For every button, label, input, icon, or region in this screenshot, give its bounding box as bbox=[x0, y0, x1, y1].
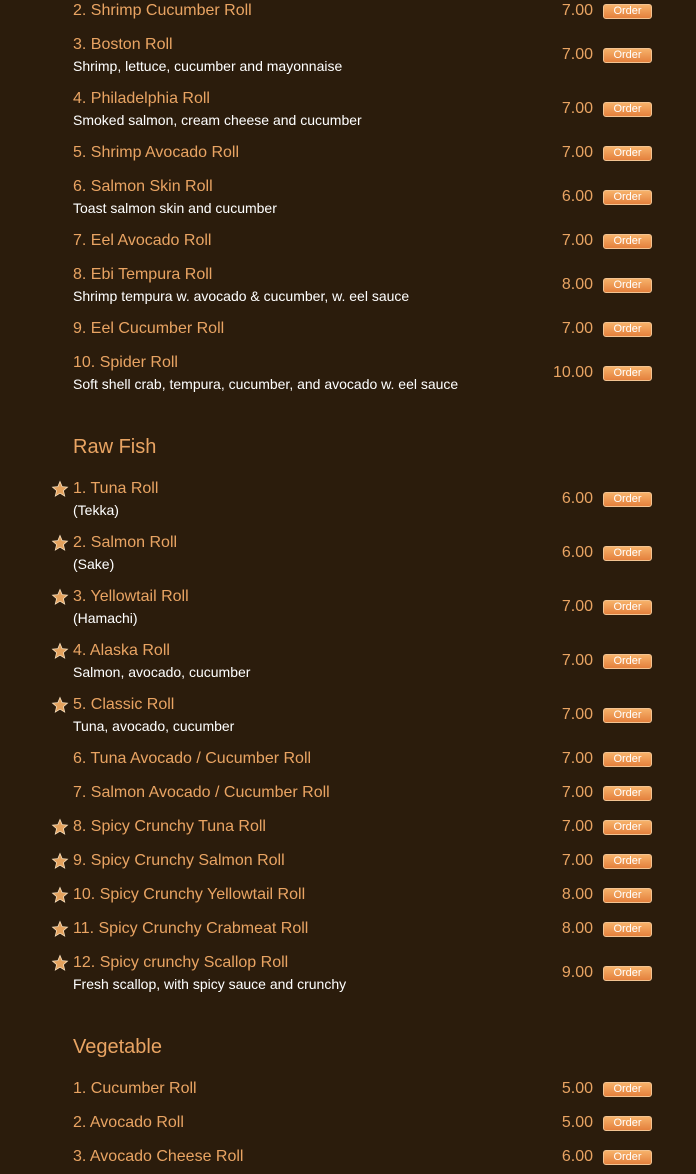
order-button[interactable]: Order bbox=[603, 146, 652, 161]
menu-item bbox=[0, 946, 696, 1000]
item-price: 7.00 bbox=[561, 320, 593, 337]
star-icon bbox=[51, 480, 69, 498]
item-description: Shrimp tempura w. avocado & cucumber, w. eel sauce bbox=[73, 288, 410, 304]
item-price: 7.00 bbox=[561, 750, 593, 767]
menu-item bbox=[0, 1072, 696, 1106]
item-name: 4. Alaska Roll bbox=[73, 642, 170, 659]
item-description: Smoked salmon, cream cheese and cucumber bbox=[73, 112, 362, 128]
order-button[interactable]: Order bbox=[603, 600, 652, 615]
item-price: 6.00 bbox=[561, 544, 593, 561]
menu-item bbox=[0, 258, 696, 312]
item-name: 8. Spicy Crunchy Tuna Roll bbox=[73, 818, 266, 835]
item-description: Salmon, avocado, cucumber bbox=[73, 664, 251, 680]
order-button[interactable]: Order bbox=[603, 492, 652, 507]
order-button[interactable]: Order bbox=[603, 4, 652, 19]
item-name: 1. Tuna Roll bbox=[73, 480, 159, 497]
item-description: Soft shell crab, tempura, cucumber, and avocado w. eel sauce bbox=[73, 376, 459, 392]
star-icon bbox=[51, 886, 69, 904]
item-name: 10. Spider Roll bbox=[73, 354, 178, 371]
menu-item bbox=[0, 0, 696, 28]
item-name: 2. Avocado Roll bbox=[73, 1114, 184, 1131]
order-button[interactable]: Order bbox=[603, 190, 652, 205]
item-name: 5. Classic Roll bbox=[73, 696, 175, 713]
menu-item bbox=[0, 776, 696, 810]
menu-item bbox=[0, 312, 696, 346]
menu-item bbox=[0, 844, 696, 878]
star-icon bbox=[51, 920, 69, 938]
item-price: 7.00 bbox=[561, 818, 593, 835]
menu-item bbox=[0, 1106, 696, 1140]
order-button[interactable]: Order bbox=[603, 366, 652, 381]
order-button[interactable]: Order bbox=[603, 922, 652, 937]
menu-item bbox=[0, 1140, 696, 1174]
item-price: 6.00 bbox=[561, 490, 593, 507]
menu-item bbox=[0, 580, 696, 634]
item-price: 7.00 bbox=[561, 46, 593, 63]
item-description: Tuna, avocado, cucumber bbox=[73, 718, 235, 734]
order-button[interactable]: Order bbox=[603, 654, 652, 669]
star-icon bbox=[51, 852, 69, 870]
order-button[interactable]: Order bbox=[603, 278, 652, 293]
star-icon bbox=[51, 588, 69, 606]
star-icon bbox=[51, 696, 69, 714]
item-price: 8.00 bbox=[561, 276, 593, 293]
item-name: 11. Spicy Crunchy Crabmeat Roll bbox=[73, 920, 309, 937]
item-description: Shrimp, lettuce, cucumber and mayonnaise bbox=[73, 58, 343, 74]
item-description: (Tekka) bbox=[73, 502, 119, 518]
order-button[interactable]: Order bbox=[603, 854, 652, 869]
item-name: 4. Philadelphia Roll bbox=[73, 90, 210, 107]
item-price: 7.00 bbox=[561, 232, 593, 249]
order-button[interactable]: Order bbox=[603, 322, 652, 337]
item-description: (Hamachi) bbox=[73, 610, 138, 626]
order-button[interactable]: Order bbox=[603, 1150, 652, 1165]
item-price: 8.00 bbox=[561, 886, 593, 903]
menu-item bbox=[0, 82, 696, 136]
menu-item bbox=[0, 742, 696, 776]
item-price: 5.00 bbox=[561, 1080, 593, 1097]
menu-item bbox=[0, 28, 696, 82]
item-name: 10. Spicy Crunchy Yellowtail Roll bbox=[73, 886, 306, 903]
item-price: 7.00 bbox=[561, 852, 593, 869]
item-name: 9. Spicy Crunchy Salmon Roll bbox=[73, 852, 285, 869]
item-name: 3. Avocado Cheese Roll bbox=[73, 1148, 244, 1165]
item-price: 6.00 bbox=[561, 188, 593, 205]
item-price: 7.00 bbox=[561, 100, 593, 117]
item-name: 1. Cucumber Roll bbox=[73, 1080, 197, 1097]
menu-item bbox=[0, 810, 696, 844]
order-button[interactable]: Order bbox=[603, 48, 652, 63]
item-name: 6. Tuna Avocado / Cucumber Roll bbox=[73, 750, 312, 767]
item-price: 10.00 bbox=[552, 364, 593, 381]
order-button[interactable]: Order bbox=[603, 546, 652, 561]
item-price: 7.00 bbox=[561, 2, 593, 19]
order-button[interactable]: Order bbox=[603, 752, 652, 767]
section-title: Vegetable bbox=[73, 1036, 162, 1058]
menu-item bbox=[0, 878, 696, 912]
star-icon bbox=[51, 534, 69, 552]
item-price: 7.00 bbox=[561, 784, 593, 801]
item-description: (Sake) bbox=[73, 556, 115, 572]
item-name: 7. Eel Avocado Roll bbox=[73, 232, 212, 249]
item-price: 9.00 bbox=[561, 964, 593, 981]
order-button[interactable]: Order bbox=[603, 966, 652, 981]
item-name: 3. Yellowtail Roll bbox=[73, 588, 189, 605]
order-button[interactable]: Order bbox=[603, 786, 652, 801]
star-icon bbox=[51, 954, 69, 972]
item-description: Toast salmon skin and cucumber bbox=[73, 200, 277, 216]
menu-item bbox=[0, 472, 696, 526]
item-name: 8. Ebi Tempura Roll bbox=[73, 266, 213, 283]
item-price: 7.00 bbox=[561, 598, 593, 615]
item-description: Fresh scallop, with spicy sauce and crunchy bbox=[73, 976, 347, 992]
item-price: 6.00 bbox=[561, 1148, 593, 1165]
star-icon bbox=[51, 818, 69, 836]
order-button[interactable]: Order bbox=[603, 708, 652, 723]
order-button[interactable]: Order bbox=[603, 1082, 652, 1097]
item-price: 7.00 bbox=[561, 706, 593, 723]
order-button[interactable]: Order bbox=[603, 1116, 652, 1131]
item-name: 7. Salmon Avocado / Cucumber Roll bbox=[73, 784, 330, 801]
menu-item bbox=[0, 688, 696, 742]
item-name: 12. Spicy crunchy Scallop Roll bbox=[73, 954, 289, 971]
star-icon bbox=[51, 642, 69, 660]
menu-item bbox=[0, 346, 696, 400]
order-button[interactable]: Order bbox=[603, 234, 652, 249]
menu-item bbox=[0, 526, 696, 580]
item-name: 3. Boston Roll bbox=[73, 36, 173, 53]
order-button[interactable]: Order bbox=[603, 102, 652, 117]
menu-item bbox=[0, 912, 696, 946]
item-name: 2. Salmon Roll bbox=[73, 534, 178, 551]
menu-item bbox=[0, 224, 696, 258]
item-name: 6. Salmon Skin Roll bbox=[73, 178, 213, 195]
item-price: 7.00 bbox=[561, 144, 593, 161]
item-price: 7.00 bbox=[561, 652, 593, 669]
menu-item bbox=[0, 170, 696, 224]
item-name: 5. Shrimp Avocado Roll bbox=[73, 144, 240, 161]
item-name: 9. Eel Cucumber Roll bbox=[73, 320, 225, 337]
item-name: 2. Shrimp Cucumber Roll bbox=[73, 2, 252, 19]
menu-item bbox=[0, 136, 696, 170]
order-button[interactable]: Order bbox=[603, 888, 652, 903]
menu-item bbox=[0, 634, 696, 688]
item-price: 5.00 bbox=[561, 1114, 593, 1131]
item-price: 8.00 bbox=[561, 920, 593, 937]
order-button[interactable]: Order bbox=[603, 820, 652, 835]
section-title: Raw Fish bbox=[73, 436, 157, 458]
